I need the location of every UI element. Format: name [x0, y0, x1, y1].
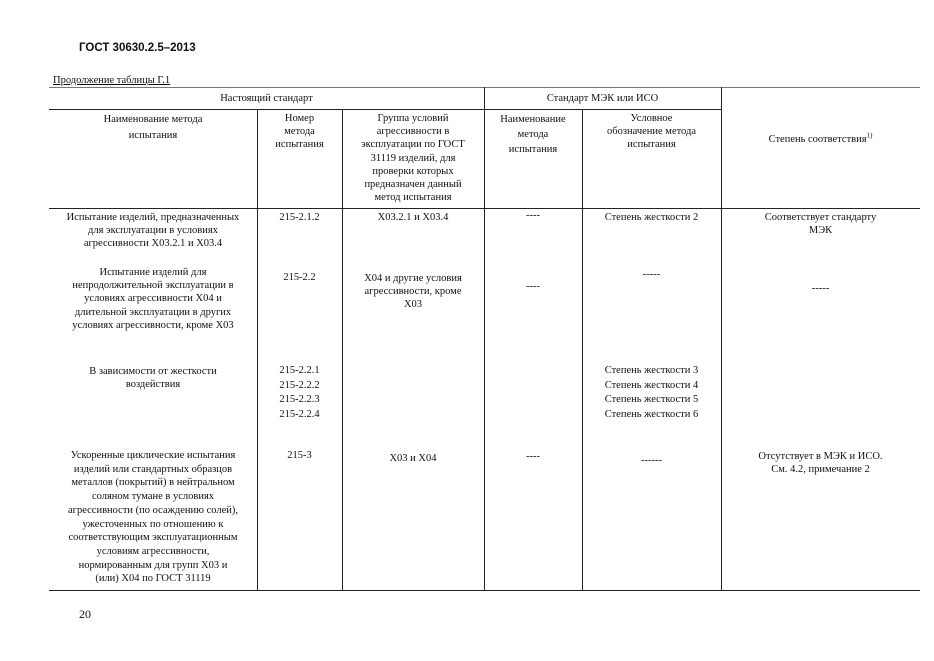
group-header-national: Настоящий стандарт: [220, 93, 313, 104]
iec-designation-cell: Степень жесткости 3 Степень жесткости 4 Степень жесткости 5 Степень жесткости 6: [604, 365, 699, 421]
conformity-cell: Отсутствует в МЭК и ИСО. См. 4.2, примечание 2: [758, 451, 883, 476]
col-divider-4: [582, 109, 583, 591]
conditions-group-cell: Х03 и Х04: [389, 453, 437, 464]
column-header-conditions-group: Группа условий агрессивности в эксплуатации по ГОСТ 31119 изделий, для проверки которых предназначен данный метод испытания: [361, 113, 465, 204]
method-name-cell: Испытание изделий для непродолжительной эксплуатации в условиях агрессивности Х04 и длительной эксплуатации в других условиях агрессивности, кроме Х03: [72, 267, 234, 331]
method-name-cell: Ускоренные циклические испытания изделий или стандартных образцов металлов (покрытий) в нейтральном соляном тумане в условиях агрессивности (по осаждению солей), ужесточенных по отношению к соответствующим эксплуатационным условиям агрессивности, нормированным для групп Х03 и (или) Х04 по ГОСТ 31119: [68, 450, 238, 585]
method-name-cell: В зависимости от жесткости воздействия: [89, 366, 217, 391]
group-header-rule: [49, 109, 721, 110]
document-number: ГОСТ 30630.2.5–2013: [79, 42, 196, 54]
conditions-group-cell: Х04 и другие условия агрессивности, кроме Х03: [364, 273, 462, 311]
iec-method-name-cell: ----: [526, 210, 540, 221]
iec-designation-cell: -----: [642, 269, 661, 280]
iec-designation-cell: ------: [641, 455, 662, 466]
method-name-cell: Испытание изделий, предназначенных для эксплуатации в условиях агрессивности Х03.2.1 и Х03.4: [66, 212, 240, 250]
column-header-method-name: Наименование метода испытания: [103, 114, 203, 141]
col-divider-1: [257, 109, 258, 591]
page-number: 20: [79, 607, 91, 621]
method-number-cell: 215-2.2.1 215-2.2.2 215-2.2.3 215-2.2.4: [279, 365, 320, 421]
conformity-cell: -----: [811, 283, 830, 294]
iec-method-name-cell: ----: [526, 451, 540, 462]
column-header-conformity-label: Степень соответствия: [768, 134, 867, 146]
col-divider-5: [721, 87, 722, 591]
column-header-method-number: Номер метода испытания: [275, 113, 324, 151]
col-divider-3: [484, 87, 485, 591]
conditions-group-cell: Х03.2.1 и Х03.4: [377, 212, 449, 223]
conformity-cell: Соответствует стандарту МЭК: [764, 212, 877, 237]
footnote-mark: 1): [866, 131, 873, 140]
column-header-iec-designation: Условное обозначение метода испытания: [606, 113, 697, 151]
group-header-iec-iso: Стандарт МЭК или ИСО: [546, 93, 659, 104]
method-number-cell: 215-3: [287, 450, 312, 461]
method-number-cell: 215-2.2: [283, 272, 316, 283]
iec-method-name-cell: ----: [526, 281, 540, 292]
column-header-iec-method-name: Наименование метода испытания: [500, 114, 566, 155]
iec-designation-cell: Степень жесткости 2: [604, 212, 699, 223]
column-header-conformity: [721, 120, 920, 146]
method-number-cell: 215-2.1.2: [279, 212, 320, 223]
table-caption: Продолжение таблицы Г.1: [53, 75, 171, 86]
